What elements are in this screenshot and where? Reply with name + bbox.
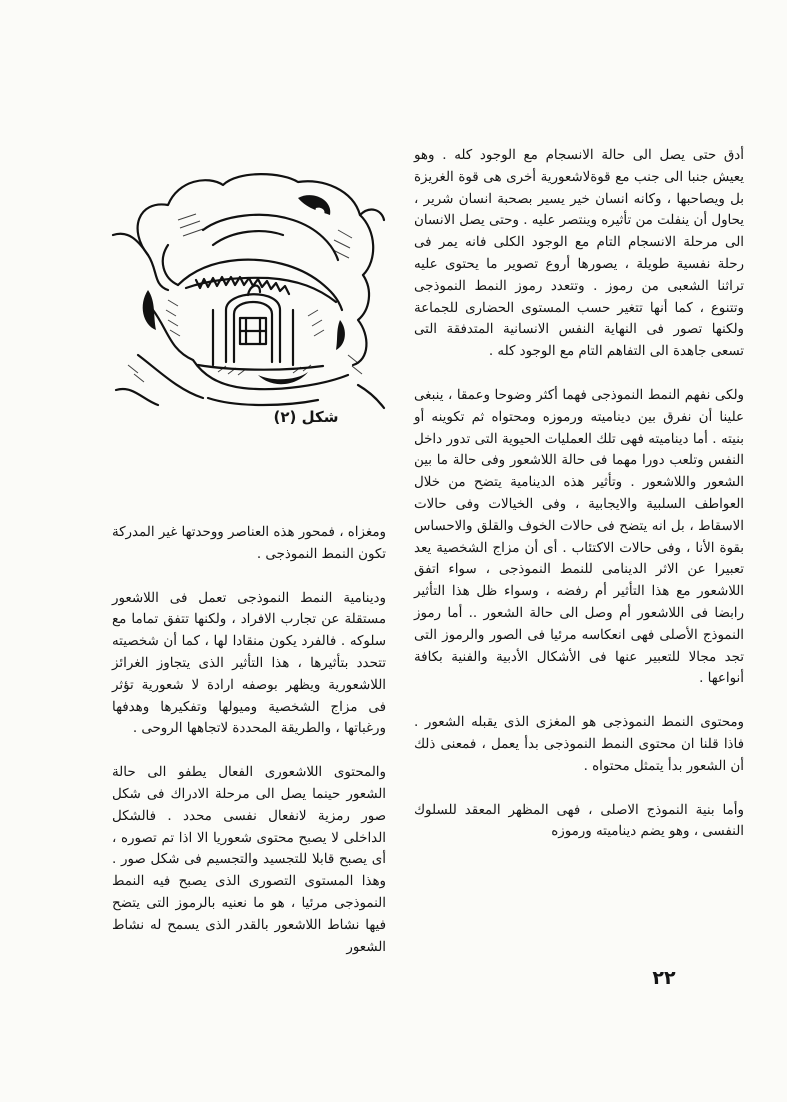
paragraph: ومحتوى النمط النموذجى هو المغزى الذى يقبله الشعور . فاذا قلنا ان محتوى النمط النموذجى بدأ يعمل ، فمعنى ذلك أن الشعور بدأ يتمثل محتواه . [414,715,744,774]
paragraph: أدق حتى يصل الى حالة الانسجام مع الوجود كله . وهو يعيش جنبا الى جنب مع قوةلاشعورية أخرى هى قوة الغريزة بل ويصاحبها ، وكانه انسان خير يسير بصحبة انسان شرير ، يحاول أن ينفلت من تأثيره وينتصر عليه . وحتى يصل الانسان الى مرحلة الانسجام التام مع الوجود الكلى فانه يمر فى رحلة نفسية طويلة ، يصورها أروع تصوير ما يحتوى عليه تراثنا الشعبى من رموز . وتتعدد رموز النمط النموذجى وتتنوع ، كما أنها تتغير حسب المستوى الحضارى للجماعة ولكنها تصور فى النهاية النفس الانسانية المتدفقة التى تسعى جاهدة الى التفاهم التام مع الوجود كله . [414,148,744,360]
paragraph: ومغزاه ، فمحور هذه العناصر ووحدتها غير المدركة تكون النمط النموذجى . [112,525,386,562]
figure-caption: شكل (٢) [273,408,339,426]
monster-house-illustration [108,160,386,410]
paragraph: ودينامية النمط النموذجى تعمل فى اللاشعور مستقلة عن تجارب الافراد ، ولكنها تتفق تماما مع سلوكه . فالفرد يكون منقادا لها ، كما أن شخصيته تتحدد بتأثيرها ، هذا التأثير الذى يتجاوز الغرائز اللاشعورية ويظهر بوصفه ارادة لا شعورية تؤثر فى مزاج الشخصية وميولها وتفكيرها وهدفها ورغباتها ، والطريقة المحددة لاتجاهها الروحى . [112,590,386,737]
paragraph: ولكى نفهم النمط النموذجى فهما أكثر وضوحا وعمقا ، ينبغى علينا أن نفرق بين ديناميته ورموزه ومحتواه ثم تكوينه أو بنيته . أما ديناميته فهى تلك العمليات الحيوية التى تدور داخل النفس وتلعب دورا مهما فى حالة اللاشعور وفى حالة ما بين الشعور واللاشعور . وتأثير هذه الدينامية يتضح من خلال العواطف السلبية والايجابية ، وفى الخيالات وفى حالات الاسقاط ، بل انه يتضح فى حالات الخوف والقلق والاحساس بقوة الأنا ، وفى حالات الاكتئاب . أى أن مزاج الشخصية يعد تعبيرا عن الاثر الدينامى للنمط النموذجى ، سواء اتفق اللاشعور مع هذا التأثير أم رفضه ، وسواء ظل هذا التأثير رابضا فى اللاشعور أم وصل الى حالة الشعور .. أما رموز النموذج الأصلى فهى انعكاسه مرئيا فى الصور والرموز التى تجد مجالا للتعبير عنها فى الأشكال الأدبية والفنية بكافة أنواعها . [414,387,744,687]
page-number: ٢٢ [652,967,676,989]
right-text-column [414,145,744,843]
figure-illustration [108,160,386,410]
left-text-column [112,522,386,958]
paragraph: والمحتوى اللاشعورى الفعال يطفو الى حالة الشعور حينما يصل الى مرحلة الادراك فى شكل صور رمزية لانفعال نفسى محدد . فالشكل الداخلى لا يصبح محتوى شعوريا الا اذا تم تصوره ، أى يصبح قابلا للتجسيد والتجسيم فى شكل صور . وهذا المستوى التصورى الذى يصبح فيه النمط النموذجى مرئيا ، هو ما نعنيه بالرموز التى يتضح فيها نشاط اللاشعور بالقدر الذى يسمح له نشاط الشعور [112,765,386,955]
paragraph: وأما بنية النموذج الاصلى ، فهى المظهر المعقد للسلوك النفسى ، وهو يضم ديناميته ورموزه [414,802,744,840]
